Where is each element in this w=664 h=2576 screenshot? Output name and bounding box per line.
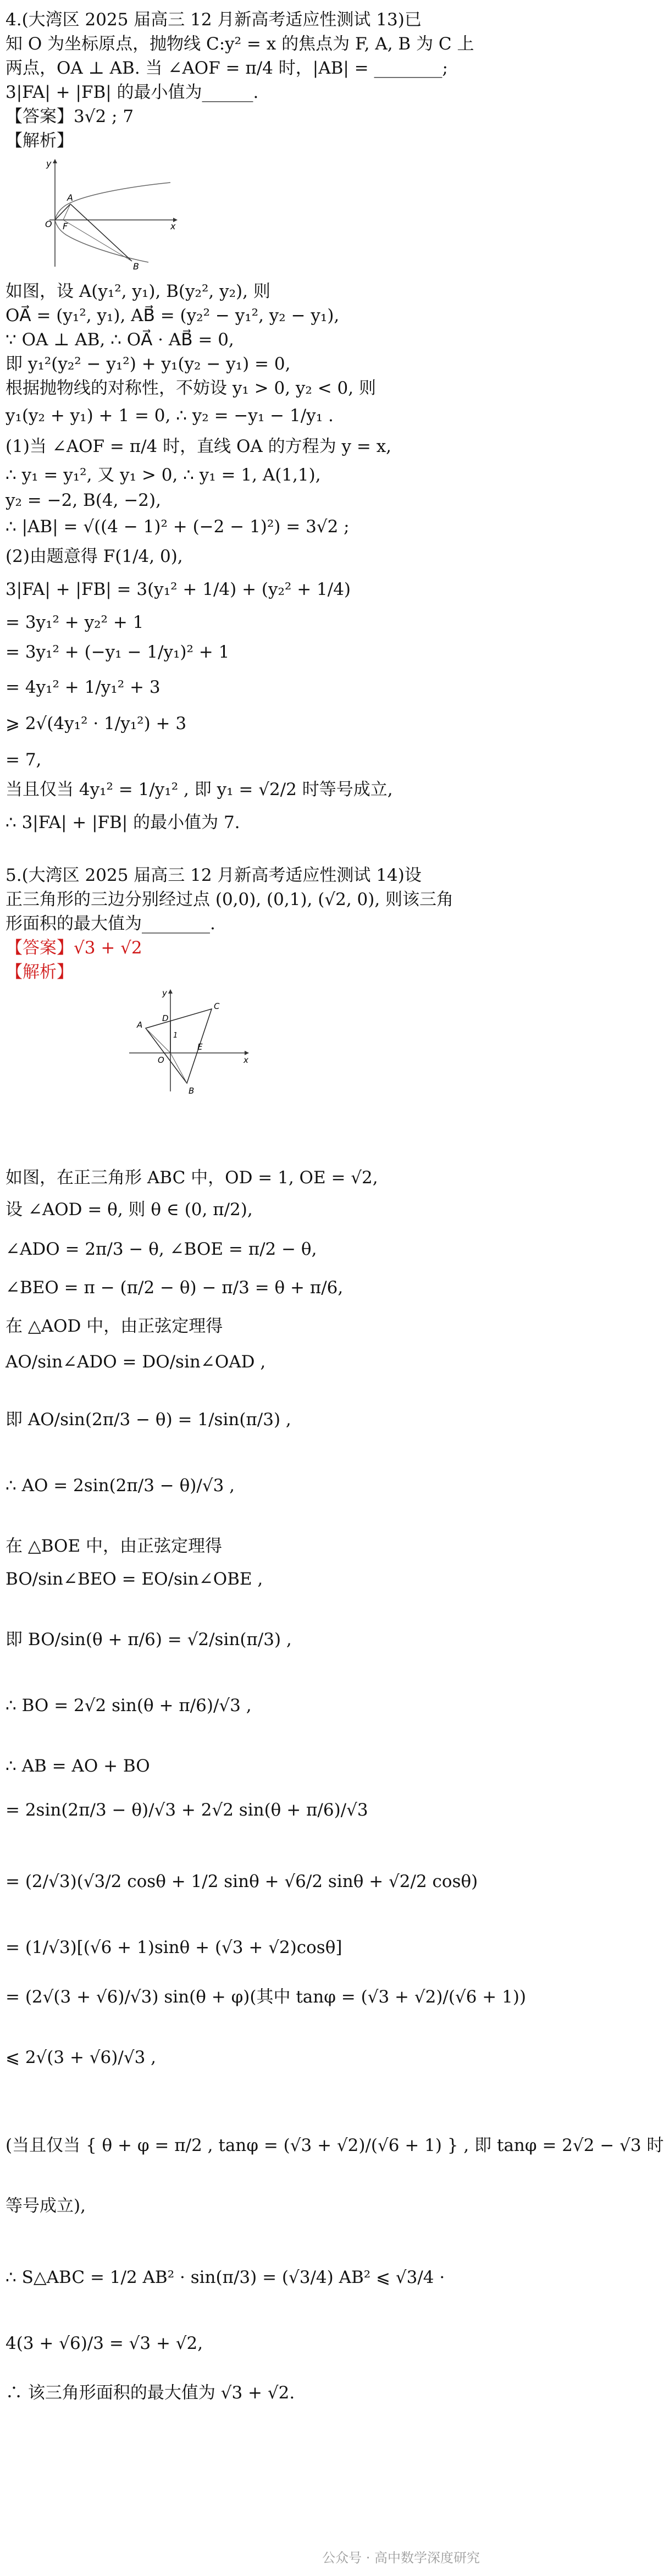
p4-stem-line-3: 两点，OA ⊥ AB. 当 ∠AOF = π/4 时，|AB| = ________;	[5, 58, 448, 78]
p5-segment-OB	[170, 1053, 187, 1083]
p5-sol-line-21: ∴ S△ABC = 1/2 AB² · sin(π/3) = (√3/4) AB² ⩽ √3/4 ·	[5, 2268, 445, 2287]
p5-stem-line-1: 5.(大湾区 2025 届高三 12 月新高考适应性测试 14)设	[5, 865, 422, 885]
p4-sol-line-15: = 4y₁² + 1/y₁² + 3	[5, 677, 161, 697]
p5-label-B: B	[189, 1086, 195, 1096]
p4-label-A: A	[67, 192, 73, 203]
p4-sol-line-3: ∵ OA ⊥ AB, ∴ OA⃗ · AB⃗ = 0,	[5, 330, 234, 350]
p5-label-C: C	[214, 1001, 220, 1011]
p5-sol-line-18: ⩽ 2√(3 + √6)/√3 ,	[5, 2048, 157, 2067]
p5-sol-line-1: 如图，在正三角形 ABC 中，OD = 1, OE = √2,	[5, 1168, 378, 1188]
p5-sol-line-2: 设 ∠AOD = θ, 则 θ ∈ (0, π/2),	[5, 1200, 253, 1220]
p4-sol-line-5: 根据抛物线的对称性，不妨设 y₁ > 0, y₂ < 0, 则	[5, 378, 376, 398]
p4-segment-OA	[55, 204, 70, 220]
p5-sol-line-16: = (1/√3)[(√6 + 1)sinθ + (√3 + √2)cosθ]	[5, 1938, 342, 1957]
p5-label-E: E	[197, 1042, 203, 1052]
p4-answer-line	[5, 104, 134, 129]
p5-label-A: A	[137, 1020, 143, 1030]
p4-sol-line-9: y₂ = −2, B(4, −2),	[5, 490, 161, 510]
p5-sol-line-3: ∠ADO = 2π/3 − θ, ∠BOE = π/2 − θ,	[5, 1239, 317, 1259]
p4-sol-line-18: 当且仅当 4y₁² = 1/y₁² , 即 y₁ = √2/2 时等号成立,	[5, 780, 393, 799]
p4-sol-line-7: (1)当 ∠AOF = π/4 时，直线 OA 的方程为 y = x,	[5, 437, 392, 456]
p5-figure	[124, 987, 256, 1097]
p5-label-y: y	[162, 988, 167, 998]
p5-answer-label: 【答案】	[5, 938, 74, 958]
p5-stem-line-2: 正三角形的三边分别经过点 (0,0), (0,1), (√2, 0), 则该三角	[5, 890, 454, 909]
p4-sol-line-8: ∴ y₁ = y₁², 又 y₁ > 0, ∴ y₁ = 1, A(1,1),	[5, 465, 321, 485]
p5-answer-line	[5, 936, 142, 960]
p4-y-arrow-icon	[53, 159, 57, 163]
p5-sol-line-15: = (2/√3)(√3/2 cosθ + 1/2 sinθ + √6/2 sinθ + √2/2 cosθ)	[5, 1872, 478, 1891]
p4-sol-line-11: (2)由题意得 F(1/4, 0),	[5, 547, 183, 566]
p5-sol-line-6: AO/sin∠ADO = DO/sin∠OAD ,	[5, 1352, 266, 1372]
p5-sol-line-4: ∠BEO = π − (π/2 − θ) − π/3 = θ + π/6,	[5, 1278, 344, 1298]
p4-segment-AB	[70, 204, 132, 261]
p4-answer-label: 【答案】	[5, 107, 74, 126]
p4-label-O: O	[45, 219, 52, 229]
p4-sol-line-13: = 3y₁² + y₂² + 1	[5, 613, 144, 632]
p4-sol-line-1: 如图，设 A(y₁², y₁), B(y₂², y₂), 则	[5, 282, 270, 301]
p4-stem-line-4: 3|FA| + |FB| 的最小值为______.	[5, 82, 259, 102]
p4-sol-line-10: ∴ |AB| = √((4 − 1)² + (−2 − 1)²) = 3√2 ;	[5, 517, 350, 537]
p5-sol-line-10: BO/sin∠BEO = EO/sin∠OBE ,	[5, 1569, 263, 1589]
p4-sol-line-19: ∴ 3|FA| + |FB| 的最小值为 7.	[5, 813, 240, 832]
p4-stem-line-2: 知 O 为坐标原点，抛物线 C:y² = x 的焦点为 F, A, B 为 C 上	[5, 34, 474, 54]
p5-analysis-label: 【解析】	[5, 962, 74, 982]
p5-sol-line-20: 等号成立),	[5, 2196, 86, 2216]
p5-sol-line-19: (当且仅当 { θ + φ = π/2 , tanφ = (√3 + √2)/(√6 + 1) } , 即 tanφ = 2√2 − √3 时	[5, 2136, 664, 2155]
p5-label-x: x	[244, 1055, 248, 1065]
p4-sol-line-14: = 3y₁² + (−y₁ − 1/y₁)² + 1	[5, 642, 230, 662]
p5-sol-line-14: = 2sin(2π/3 − θ)/√3 + 2√2 sin(θ + π/6)/√3	[5, 1800, 368, 1820]
p4-stem-line-1: 4.(大湾区 2025 届高三 12 月新高考适应性测试 13)已	[5, 10, 422, 30]
p4-answer-value: 3√2 ; 7	[74, 107, 134, 126]
p5-answer-value: √3 + √2	[74, 938, 142, 958]
p5-stem-line-3: 形面积的最大值为________.	[5, 914, 215, 934]
p5-sol-line-5: 在 △AOD 中，由正弦定理得	[5, 1316, 223, 1336]
p5-sol-line-11: 即 BO/sin(θ + π/6) = √2/sin(π/3) ,	[5, 1630, 292, 1650]
p4-label-F: F	[63, 221, 68, 231]
p4-sol-line-4: 即 y₁²(y₂² − y₁²) + y₁(y₂ − y₁) = 0,	[5, 354, 291, 374]
p5-label-D: D	[162, 1013, 169, 1023]
p5-x-arrow-icon	[245, 1051, 249, 1055]
p5-sol-line-9: 在 △BOE 中，由正弦定理得	[5, 1536, 222, 1556]
p4-label-B: B	[133, 261, 139, 272]
p4-sol-line-16: ⩾ 2√(4y₁² · 1/y₁²) + 3	[5, 714, 187, 733]
p4-segment-FB	[63, 220, 132, 261]
p4-analysis-label: 【解析】	[5, 131, 74, 151]
p5-label-O: O	[158, 1055, 164, 1065]
p5-sol-line-13: ∴ AB = AO + BO	[5, 1756, 150, 1776]
p5-sol-line-7: 即 AO/sin(2π/3 − θ) = 1/sin(π/3) ,	[5, 1410, 291, 1430]
p4-label-y: y	[46, 158, 52, 169]
p5-label-one: 1	[173, 1031, 178, 1040]
p4-sol-line-6: y₁(y₂ + y₁) + 1 = 0, ∴ y₂ = −y₁ − 1/y₁ .	[5, 406, 334, 426]
p4-sol-line-2: OA⃗ = (y₁², y₁), AB⃗ = (y₂² − y₁², y₂ − y₁),	[5, 306, 340, 326]
p5-sol-line-8: ∴ AO = 2sin(2π/3 − θ)/√3 ,	[5, 1476, 235, 1496]
p4-figure	[38, 157, 181, 272]
p5-sol-line-22: 4(3 + √6)/3 = √3 + √2,	[5, 2334, 203, 2353]
p5-y-arrow-icon	[168, 989, 173, 994]
p4-sol-line-17: = 7,	[5, 750, 42, 770]
p4-label-x: x	[170, 221, 176, 231]
p5-segment-OA	[146, 1028, 170, 1053]
watermark: 公众号 · 高中数学深度研究	[322, 2550, 480, 2566]
p5-sol-line-23: ∴ 该三角形面积的最大值为 √3 + √2.	[5, 2383, 295, 2403]
p5-sol-line-12: ∴ BO = 2√2 sin(θ + π/6)/√3 ,	[5, 1696, 252, 1716]
p4-sol-line-12: 3|FA| + |FB| = 3(y₁² + 1/4) + (y₂² + 1/4)	[5, 580, 351, 599]
p5-sol-line-17: = (2√(3 + √6)/√3) sin(θ + φ)(其中 tanφ = (√3 + √2)/(√6 + 1))	[5, 1987, 527, 2007]
